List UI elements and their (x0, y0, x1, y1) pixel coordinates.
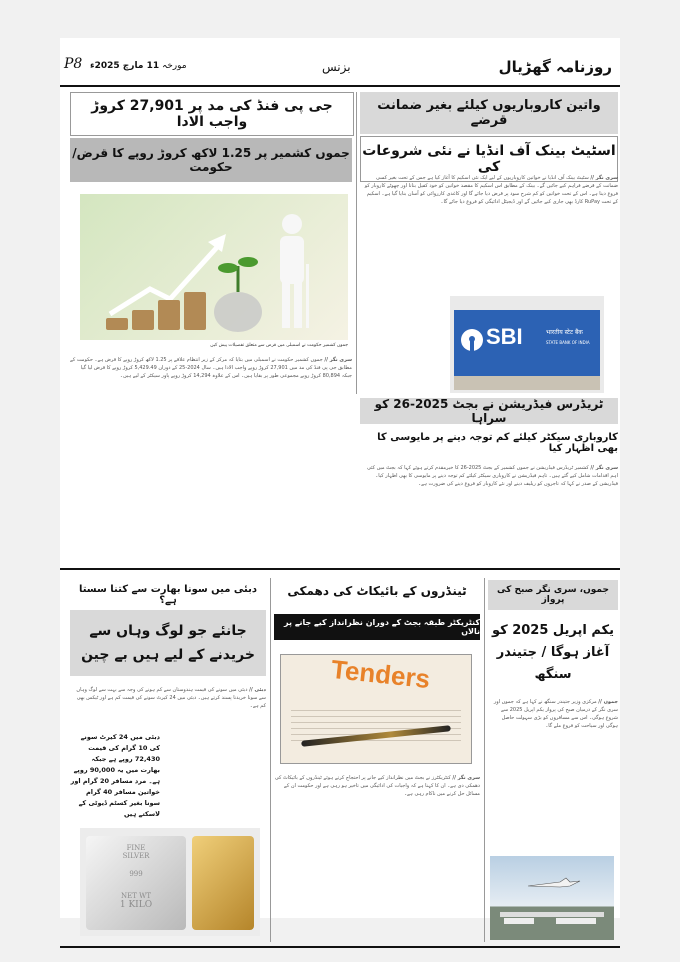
gpfund-headline-2: جموں کشمیر پر 1.25 لاکھ کروڑ روپے کا قرض/حکومت (70, 138, 352, 182)
flight-headline: یکم اپریل 2025 کو آغاز ہوگا / جتیندر سنگھ (491, 623, 615, 682)
sbi-wall (454, 376, 600, 390)
sbi-logo-text: SBI (486, 324, 523, 349)
gpfund-text: جموں کشمیر حکومت نے اسمبلی میں بتایا کہ مرکز کے زیر انتظام علاقے پر 1.25 لاکھ کروڑ روپے کا قرض ہے۔ حکومت کے مطابق جی پی فنڈ کی مد میں 27,901 کروڑ روپے واجب الادا ہیں۔ سال 2024-25 کے دوران 5,429.49 کروڑ روپے کا قرض لیا گیا جبکہ 80,894 کروڑ روپے مجموعی طور پر بقایا ہیں۔ اس کے علاوہ 14,294 کروڑ روپے پاور سیکٹر کے لیے ہیں۔ (70, 357, 352, 379)
sbi-sign (454, 310, 600, 376)
issue-date (90, 61, 187, 71)
paper-name: روزنامہ گھڑیال (498, 58, 612, 76)
date-value: 11 مارچ 2025ء (90, 61, 160, 71)
silver-text-1: FINE (126, 844, 146, 852)
gpfund-body (70, 356, 352, 552)
sbi-dateline: سری نگر // (590, 175, 618, 181)
sbi-image (450, 296, 604, 393)
gold-text: دبئی میں سونے کی قیمت ہندوستان سے کم ہونے کی وجہ سے بہت سے لوگ وہاں سے سونا خریدنا پسند کرتے ہیں۔ دبئی میں 24 کیرٹ سونے کی قیمت کم ہے اور ٹیکس بھی کم ہے۔ (76, 687, 266, 709)
footer-rule (60, 946, 620, 948)
silver-bar-icon (86, 836, 186, 930)
flight-body (488, 698, 618, 848)
tenders-image (280, 654, 472, 764)
silver-text-2: SILVER (122, 852, 150, 860)
newspaper-page (60, 38, 620, 918)
gold-bar-icon (192, 836, 254, 930)
growth-illustration (80, 194, 348, 340)
sbi-headline-2: اسٹیٹ بینک آف انڈیا نے نئی شروعات کی (360, 136, 618, 182)
gpfund-image (80, 194, 348, 340)
masthead-rule (60, 85, 620, 87)
section-title: بزنس (322, 60, 351, 74)
sbi-text: سٹیٹ بینک آف انڈیا نے خواتین کاروباریوں کے لیے ایک نئی اسکیم کا آغاز کیا ہے جس کے تحت بغیر کسی ضمانت کے قرضے فراہم کیے جائیں گے۔ بینک کے مطابق اس اسکیم کا مقصد خواتین کو خود کفیل بنانا اور چھوٹے کاروبار کو فروغ دینا ہے۔ اس کے تحت خواتین کو کم شرح سود پر قرض دیا جائے گا اور کاغذی کارروائی کو آسان بنایا گیا ہے۔ اسکیم کے تحت RuPay کارڈ بھی جاری کیے جائیں گے اور ڈیجیٹل ادائیگی کو فروغ دیا جائے گا۔ (364, 175, 618, 205)
tenders-dateline: سری نگر // (452, 775, 480, 781)
plant-growth-icon (214, 257, 262, 332)
elderly-figure (280, 214, 309, 328)
silver-text-4: NET WT (121, 892, 151, 900)
sbi-divider (356, 92, 357, 394)
sbi-hindi-text: भारतीय स्टेट बैंक (546, 329, 583, 336)
gold-dateline: دبئی // (249, 687, 266, 693)
gold-kicker: دبئی میں سونا بھارت سے کتنا سستا ہے؟ (78, 584, 258, 606)
flight-kicker: جموں، سری نگر صبح کی پرواز (488, 580, 618, 610)
page-number: P8 (64, 56, 83, 72)
gold-headline: جانئے جو لوگ وہاں سے خریدنے کے لیے ہیں بے چین (70, 610, 266, 676)
silver-text-3: 999 (129, 870, 143, 878)
gpfund-caption: جموں کشمیر حکومت نے اسمبلی میں قرض سے متعلق تفصیلات پیش کیں (210, 343, 348, 348)
traders-headline-1: ٹریڈرس فیڈریشن نے بجٹ 2025-26 کو سراہا (360, 398, 618, 424)
airplane-icon (490, 856, 614, 940)
traders-text: کشمیر ٹریڈرس فیڈریشن نے جموں کشمیر کے بجٹ 2025-26 کا خیرمقدم کرتے ہوئے کہا کہ بجٹ میں کئی اہم اقدامات شامل کیے گئے ہیں۔ تاہم فیڈریشن نے کاروباری سیکٹر کیلئے کم توجہ دینے پر مایوسی کا بھی اظہار کیا۔ فیڈریشن کے صدر نے کہا کہ تاجروں کو ریلیف دینے اور نئے کاروبار کو فروغ دینے کی ضرورت ہے۔ (366, 465, 618, 487)
sbi-logo-icon (461, 329, 483, 351)
tenders-headline: ٹینڈروں کے بائیکاٹ کی دھمکی (287, 584, 467, 598)
middle-rule (60, 568, 620, 570)
flight-text: مرکزی وزیر جتیندر سنگھ نے کہا ہے کہ جموں اور سری نگر کے درمیان صبح کی پرواز یکم اپریل 2025 سے شروع ہوگی۔ اس سے مسافروں کو بڑی سہولت حاصل ہوگی اور سیاحت کو فروغ ملے گا۔ (493, 699, 618, 729)
traders-dateline: سری نگر // (590, 465, 618, 471)
gpfund-dateline: سری نگر // (324, 357, 352, 363)
tenders-text: کنٹریکٹرز نے بجٹ میں نظرانداز کیے جانے پر احتجاج کرتے ہوئے ٹینڈروں کے بائیکاٹ کی دھمکی دی ہے۔ ان کا کہنا ہے کہ واجبات کی ادائیگی میں تاخیر ہو رہی ہے اور حکومت ان کے مسائل حل کرنے میں ناکام رہی ہے۔ (274, 775, 480, 797)
tenders-word: Tenders (329, 653, 432, 695)
gpfund-headline-1: جی پی فنڈ کی مد پر 27,901 کروڑ واجب الادا (70, 92, 354, 136)
gold-image (80, 828, 260, 936)
gold-highlight: دبئی میں 24 کیرٹ سونے کی 10 گرام کی قیمت 72,430 روپے ہے جبکہ بھارت میں یہ 90,000 روپے ہے۔ مرد مسافر 20 گرام اور خواتین مسافر 40 گرام سونا بغیر کسٹم ڈیوٹی کے لاسکتے ہیں (70, 733, 160, 818)
tenders-divider (270, 578, 271, 942)
sbi-bank-name: STATE BANK OF INDIA (546, 340, 590, 345)
traders-headline-2: کاروباری سیکٹر کیلئے کم توجہ دینے پر مایوسی کا بھی اظہار کیا (377, 432, 618, 454)
airport-image (490, 856, 614, 940)
silver-text-5: 1 KILO (119, 900, 153, 910)
gold-body (70, 686, 266, 730)
tenders-subhead: کنٹریکٹر طبقہ بجٹ کے دوران نظرانداز کیے جانے پر نالاں (274, 614, 480, 640)
traders-body (360, 464, 618, 558)
flight-dateline: جموں // (598, 699, 618, 705)
tenders-body (274, 774, 480, 940)
coin-stacks (106, 292, 206, 330)
date-prefix: مورخہ (161, 61, 187, 71)
flight-divider (484, 578, 485, 942)
sbi-headline-1: واتین کاروباریوں کیلئے بغیر ضمانت قرضے (360, 92, 618, 134)
